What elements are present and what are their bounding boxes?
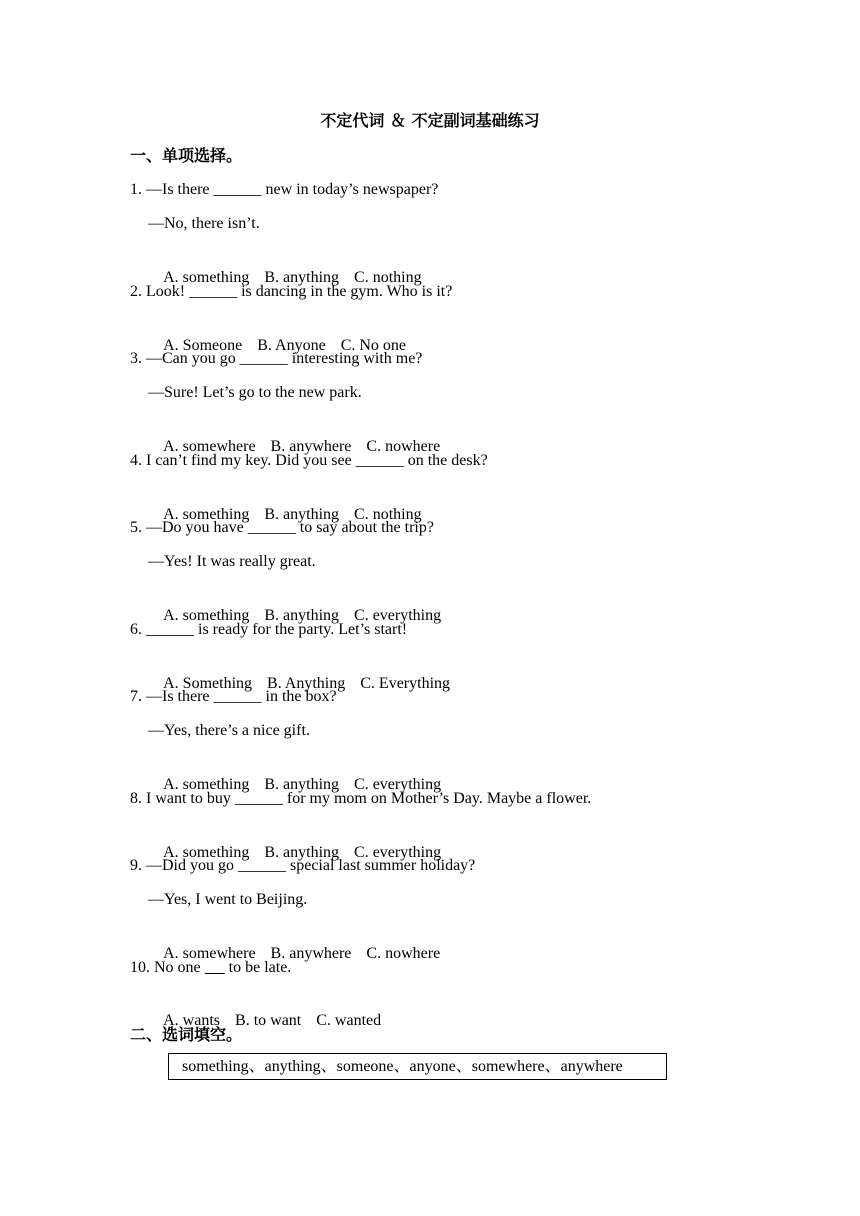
option-c: C. No one <box>340 337 407 354</box>
option-b: B. anything <box>264 506 340 523</box>
question-2-stem: 2. Look! ______ is dancing in the gym. Who is it? <box>130 283 453 300</box>
option-c: C. wanted <box>316 1012 382 1029</box>
option-c: C. nowhere <box>366 945 441 962</box>
answer-blank <box>205 959 225 976</box>
option-a: A. somewhere <box>163 438 256 455</box>
option-b: B. anything <box>264 844 340 861</box>
option-a: A. something <box>163 776 250 793</box>
question-7-reply: —Yes, there’s a nice gift. <box>148 722 310 739</box>
option-a: A. something <box>163 269 250 286</box>
question-9-stem: 9. —Did you go ______ special last summer holiday? <box>130 857 476 874</box>
option-c: C. nothing <box>354 506 422 523</box>
question-5-stem: 5. —Do you have ______ to say about the trip? <box>130 519 434 536</box>
option-a: A. something <box>163 506 250 523</box>
question-10-stem <box>130 958 291 978</box>
option-c: C. nothing <box>354 269 422 286</box>
question-3-reply: —Sure! Let’s go to the new park. <box>148 384 362 401</box>
section-heading-1: 一、单项选择。 <box>130 146 243 165</box>
section-heading-2: 二、选词填空。 <box>130 1025 243 1044</box>
option-c: C. Everything <box>360 675 451 692</box>
question-4-stem: 4. I can’t find my key. Did you see ______ on the desk? <box>130 452 488 469</box>
question-1-stem: 1. —Is there ______ new in today’s newspaper? <box>130 181 439 198</box>
option-a: A. somewhere <box>163 945 256 962</box>
option-a: A. Something <box>163 675 253 692</box>
option-a: A. wants <box>163 1012 221 1029</box>
question-7-stem: 7. —Is there ______ in the box? <box>130 688 337 705</box>
question-8-stem: 8. I want to buy ______ for my mom on Mother’s Day. Maybe a flower. <box>130 790 592 807</box>
word-bank-box: something、anything、someone、anyone、somewhere、anywhere <box>168 1053 667 1080</box>
question-1-reply: —No, there isn’t. <box>148 215 260 232</box>
option-c: C. everything <box>354 844 442 861</box>
question-9-reply: —Yes, I went to Beijing. <box>148 891 308 908</box>
stem-text: to be late. <box>224 959 292 976</box>
option-b: B. Anything <box>267 675 346 692</box>
option-b: B. anything <box>264 269 340 286</box>
stem-text: 10. No one <box>130 959 205 976</box>
option-c: C. everything <box>354 607 442 624</box>
page-title: 不定代词 ＆ 不定副词基础练习 <box>320 111 540 130</box>
question-3-stem: 3. —Can you go ______ interesting with me? <box>130 350 423 367</box>
option-a: A. Someone <box>163 337 243 354</box>
option-b: B. anywhere <box>270 945 352 962</box>
question-6-stem: 6. ______ is ready for the party. Let’s start! <box>130 621 408 638</box>
question-5-reply: —Yes! It was really great. <box>148 553 316 570</box>
option-b: B. Anyone <box>257 337 326 354</box>
option-b: B. anywhere <box>270 438 352 455</box>
option-b: B. anything <box>264 776 340 793</box>
option-c: C. everything <box>354 776 442 793</box>
option-c: C. nowhere <box>366 438 441 455</box>
option-b: B. to want <box>235 1012 302 1029</box>
option-a: A. something <box>163 844 250 861</box>
option-b: B. anything <box>264 607 340 624</box>
option-a: A. something <box>163 607 250 624</box>
